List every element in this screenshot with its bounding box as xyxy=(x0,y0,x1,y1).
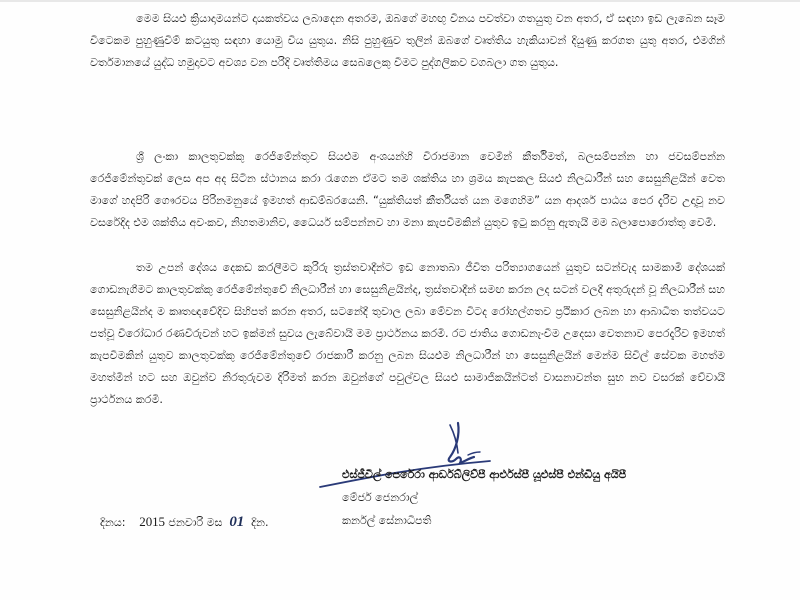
scan-edge xyxy=(0,0,800,2)
date-month: ජනවාරි මස xyxy=(168,516,223,529)
signatory-name: එස්ජීවීල් පෙරේරා ආර්ඩබ්ලිව්පී ආර්එස්පී යූඑස්පී එන්ඩියු අයිපී xyxy=(342,468,627,481)
date-year: 2015 xyxy=(139,514,165,529)
paragraph-remembrance-text: තම උපන් දේශය දෙකඩ කරලීමට කුරිරු ත්‍රස්තවාදීන්ට ඉඩ නොතබා ජීවිත පරිත්‍යාගයෙන් යුතුව සටන්වැද සාමකාමී දේශයක් ගොඩනැගීමට කාලතුවක්කු රෙජිමේන්තුවේ නිලධාරීන් හා සෙසුනිළයින්ද, ත්‍රස්තවාදීන් සමඟ කරන ලද සටන් වලදී අතුරුදන් වූ නිලධාරීන් සහ සෙසුනිළයින්ද ම කෘතඥවේදිව සිහිපත් කරන අතර, සටනේදී තුවාල ලබා මේවන විටද රෝහල්ගතව ප්‍රථිකාර ලබන හා ආබාධිත තත්වයට පත්වූ විරෝධාර රණවිරුවන් හට ඉක්මන් සුවය ලැබේවායි මම ප්‍රාර්ථනය කරමි. රට ජාතිය ගොඩනැංවීම උදෙසා වෙතනාව පෙරදැරිව ඉමහත් කැපවීමකින් යුතුව කාලතුවක්කු රෙජිමේන්තුවේ රාජකාරී කරනු ලබන සියළුම නිලධාරීන් හා සෙසුනිළයින් මෙන්ම සිවිල් සේවක මහත්ම මහත්මීන් හට සහ ඔවුන්ව නිරතුරුවම දිරිමත් කරන ඔවුන්ගේ පවුල්වල සියළු සාමාජිකයින්ටත් වාසනාවන්ත සුභ නව වසරක් වේවායි ප්‍රාර්ථනය කරමි. xyxy=(90,261,725,406)
signatory-rank: මේජර් ජෙනරාල් xyxy=(342,491,419,504)
date-label: දිනය: xyxy=(100,516,126,529)
date-day: 01 xyxy=(229,514,245,530)
signatory-title: කර්නල් සේනාධිපති xyxy=(342,514,432,527)
date-line xyxy=(100,513,268,532)
paragraph-gratitude xyxy=(90,146,725,234)
date-suffix: දින. xyxy=(251,516,269,529)
paragraph-remembrance xyxy=(90,257,725,411)
paragraph-gratitude-text: ශ්‍රී ලංකා කාලතුවක්කු රෙජිමේන්තුව සියළුම අංශයන්හි විරාජමාන වෙමින් කීර්තිමත්, බලසම්පන්න හා ජවසම්පන්න රෙජිමේන්තුවක් ලෙස අප අද සිටින ස්ථානය කරා රැගෙන ඒමට තම ශක්තිය හා ශ්‍රමය කැපකල සියළු නිලධාරීන් සහ සෙසුනිළයින් වෙත මාගේ හදපිරි ගෞරවය පිරිනමනුයේ ඉමහත් ආඩම්බරයෙනි. “යුක්තියත් කීර්තියත් යන මගෙහිම” යන ආදර්ශ පාඨය පෙර දැරිව උදාවූ නව වසරේදිද එම ශක්තිය අවංකව, නිහතමානිව, ධෛර්ය සම්පන්නව හා මනා කැපවීමකින් යුතුව ඉටු කරනු ඇතැයි මම බලාපොරොත්තු වෙමි. xyxy=(90,150,725,229)
paragraph-training xyxy=(90,8,725,74)
paragraph-training-text: මෙම සියළු ක්‍රියාදාමයන්ට දායකත්වය ලබාදෙන අතරම, ඔබගේ මහඟු විනය පවත්වා ගතයුතු වන අතර, ඒ සඳහා ඉඩ ලැබෙන සෑම විටෙකම පුහුණුවීම් කටයුතු සඳහා යොමු විය යුතුය. නිසි පුහුණුව තුලින් ඔබගේ වෘත්තිය හැකියාවන් දියුණු කරගත යුතු අතර, එමගින් වර්තමානයේ යුද්ධ හමුදාවට අවශ්‍ය වන පරිදි වෘත්තිමය සෙබලෙකු වීමට පුද්ගලිකව වගබලා ගත යුතුය. xyxy=(90,12,725,69)
